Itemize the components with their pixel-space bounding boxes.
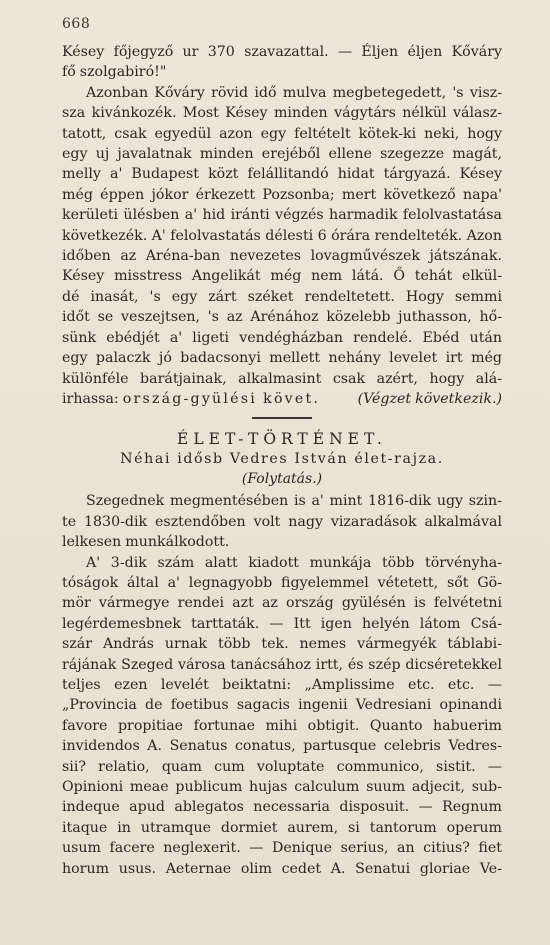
paragraph-tail [62, 389, 502, 409]
text-line: különféle barátjainak, alkalmasint csak azért, hogy alá- [62, 370, 502, 387]
paragraph-3 [62, 491, 502, 552]
body-text [62, 42, 502, 879]
tail-prefix: irhassa: [62, 390, 123, 407]
text-line: egy uj javalatnak minden erejéből ellene szegezze magát, [62, 146, 502, 163]
text-line: teljes ezen levelét beiktatni: „Amplissime etc. etc. — [62, 676, 502, 693]
text-line: invidendos A. Senatus conatus, partusque celebris Vedres- [62, 738, 502, 755]
text-line: favore propitiae fortunae mihi obtigit. Quanto habuerim [62, 717, 502, 734]
text-line: egy palaczk jó badacsonyi mellett nehány levelet irt még [62, 350, 502, 367]
text-line: „Provincia de foetibus sagacis ingenii Vedresiani opinandi [62, 697, 502, 714]
section-subtitle: Néhai idősb Vedres István élet-rajza. [120, 451, 444, 468]
text-line: usum facere neglexerit. — Denique serius, an citius? fiet [62, 840, 502, 857]
text-line: Késey misstress Angelikát még nem látá. Ő tehát elkül- [62, 268, 502, 285]
paragraph-1 [62, 42, 502, 83]
text-line: Szegednek megmentésében is a' mint 1816-dik ugy szin- [86, 493, 502, 510]
text-line: indeque apud ablegatos necessaria disposuit. — Regnum [62, 799, 502, 816]
text-line: dé inasát, 's egy zárt széket rendeltetett. Hogy semmi [62, 288, 502, 305]
text-line: sza kivánkozék. Most Késey minden vágytárs nélkül válasz- [62, 105, 502, 122]
text-line: következék. A' felolvastatás délesti 6 órára rendelteték. Azon [62, 227, 502, 244]
text-line: kerületi ülésben a' hid iránti végzés harmadik felolvastatása [62, 207, 502, 224]
text-line: melly a' Budapest közt felállitandó hidat tárgyazá. Késey [62, 166, 502, 183]
text-line: mör vármegye rendei azt az ország gyülésén is felvétetni [62, 595, 502, 612]
tail-text [62, 389, 320, 409]
section-title: ÉLET-TÖRTÉNET. [177, 430, 387, 449]
text-line: Azonban Kőváry rövid idő mulva megbetegedett, 's visz- [86, 84, 502, 101]
text-line: legérdemesbnek tarttaták. — Itt igen helyén látom Csá- [62, 615, 502, 632]
text-line: időben az Aréna-ban nevezetes lovagművészek játszának. [62, 248, 502, 265]
tail-spaced-text: ország-gyülési követ. [122, 390, 321, 407]
text-line: szár András urnak több tek. nemes vármegyék táblabi- [62, 636, 502, 653]
text-line: te 1830-dik esztendőben volt nagy vizaradások alkalmával [62, 513, 502, 530]
text-line: tatott, csak egyedül azon egy feltételt kötek-ki neki, hogy [62, 125, 502, 142]
paragraph-2 [62, 83, 502, 410]
section-divider [252, 417, 312, 419]
text-line: A' 3-dik szám alatt kiadott munkája több törvényha- [86, 554, 502, 571]
text-line: itaque in utramque dormiet aurem, si tantorum operum [62, 819, 502, 836]
text-line: még éppen jókor érkezett Pozsonba; mert következő napa' [62, 186, 502, 203]
paragraph-4 [62, 553, 502, 880]
section-note: (Folytatás.) [241, 471, 323, 488]
page-number: 668 [62, 16, 91, 32]
text-line: lelkesen munkálkodott. [62, 534, 230, 551]
text-line: Késey főjegyző ur 370 szavazattal. — Éljen éljen Kőváry [62, 44, 502, 60]
text-line: fő szolgabiró!" [62, 64, 167, 81]
text-line: időt se veszejtsen, 's az Arénához közelebb juthasson, hő- [62, 309, 502, 326]
text-line: rájának Szeged városa tanácsához irtt, és szép dicséretekkel [62, 656, 502, 673]
text-line: sii? relatio, quam cum voluptate communico, sistit. — [62, 758, 502, 775]
text-line: tóságok által a' legnagyobb figyelemmel vétetett, sőt Gö- [62, 574, 502, 591]
text-line: horum usus. Aeternae olim cedet A. Senatui gloriae Ve- [62, 860, 502, 877]
text-line: sünk ebédjét a' ligeti vendégházban rendelé. Ebéd után [62, 329, 502, 346]
text-line: Opinioni meae publicum hujas calculum suum adjecit, sub- [62, 779, 502, 795]
continuation-note: (Végzet következik.) [357, 390, 502, 407]
